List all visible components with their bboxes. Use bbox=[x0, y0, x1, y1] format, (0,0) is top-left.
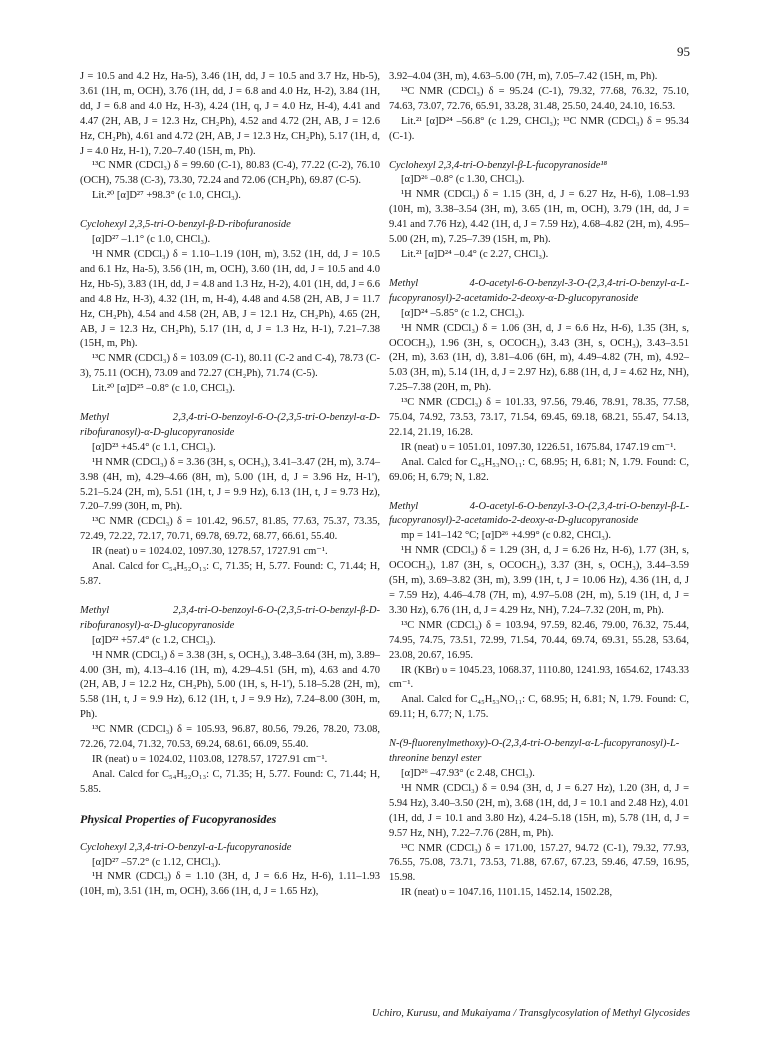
compound-heading: N-(9-fluorenylmethoxy)-O-(2,3,4-tri-O-benzyl-α-L-fucopyranosyl)-L-threonine benzyl ester bbox=[389, 738, 680, 765]
paragraph: Lit.²⁰ [α]D²⁵ –0.8° (c 1.0, CHCl₃). bbox=[92, 383, 236, 395]
left-column bbox=[80, 70, 380, 900]
paragraph: ¹³C NMR (CDCl₃) δ = 105.93, 96.87, 80.56, 79.26, 78.20, 73.08, 72.26, 72.04, 71.32, 70.53, 69.24, 68.61, 66.09, 55.40. bbox=[80, 724, 380, 751]
paragraph: IR (KBr) υ = 1045.23, 1068.37, 1110.80, 1241.93, 1654.62, 1743.33 cm⁻¹. bbox=[389, 664, 689, 691]
right-column bbox=[389, 70, 689, 901]
paragraph: ¹H NMR (CDCl₃) δ = 1.10 (3H, d, J = 6.6 Hz, H-6), 1.11–1.93 (10H, m), 3.51 (1H, m, OCH), 3.66 (1H, d, J = 1.65 Hz), bbox=[80, 871, 380, 898]
paragraph: ¹H NMR (CDCl₃) δ = 3.36 (3H, s, OCH₃), 3.41–3.47 (2H, m), 3.74–3.98 (4H, m), 4.29–4.66 (8H, m), 5.00 (1H, d, J = 3.96 Hz, H-1'), 5.21–5.24 (2H, m), 5.51 (1H, t, J = 9.9 Hz), 6.13 (1H, t, J = 9.73 Hz), 7.20–7.99 (30H, m, Ph). bbox=[80, 456, 380, 513]
paragraph: ¹³C NMR (CDCl₃) δ = 95.24 (C-1), 79.32, 77.68, 76.32, 75.10, 74.63, 73.07, 72.76, 65.91, 33.28, 31.48, 25.50, 24.40, 24.10, 16.53. bbox=[389, 85, 689, 112]
paragraph: IR (neat) υ = 1024.02, 1097.30, 1278.57, 1727.91 cm⁻¹. bbox=[92, 546, 328, 558]
paragraph: [α]D²⁷ –57.2° (c 1.12, CHCl₃). bbox=[92, 856, 221, 868]
paragraph: ¹H NMR (CDCl₃) δ = 1.10–1.19 (10H, m), 3.52 (1H, dd, J = 10.5 and 6.1 Hz, Ha-5), 3.56 (1H, m, OCH), 3.60 (1H, dd, J = 10.5 and 4.0 Hz, Hb-5), 3.83 (1H, dd, J = 4.8 and 1.3 Hz, H-2), 4.01 (1H, dd, J = 6.6 and 4.8 Hz, H-3), 4.32 (1H, m, H-4), 4.48 and 4.58 (2H, AB, J = 11.7 Hz, CH₂Ph), 4.54 and 4.58 (2H, AB, J = 12.1 Hz, CH₂Ph), 4.65 (2H, AB, J = 12.3 Hz, CH₂Ph), 5.17 (1H, d, J = 1.3 Hz, H-1), 7.21–7.38 (15H, m, Ph). bbox=[80, 248, 380, 350]
paragraph: Anal. Calcd for C₅₄H₅₂O₁₃: C, 71.35; H, 5.77. Found: C, 71.44; H, 5.87. bbox=[80, 561, 380, 587]
paragraph: IR (neat) υ = 1024.02, 1103.08, 1278.57, 1727.91 cm⁻¹. bbox=[92, 753, 328, 765]
paragraph: [α]D²⁶ –47.93° (c 2.48, CHCl₃). bbox=[401, 767, 535, 779]
paragraph: Lit.²¹ [α]D²⁴ –56.8° (c 1.29, CHCl₃); ¹³C NMR (CDCl₃) δ = 95.34 (C-1). bbox=[389, 115, 689, 142]
running-footer: Uchiro, Kurusu, and Mukaiyama / Transglycosylation of Methyl Glycosides bbox=[371, 1008, 690, 1019]
compound-heading: Methyl 4-O-acetyl-6-O-benzyl-3-O-(2,3,4-tri-O-benzyl-β-L-fucopyranosyl)-2-acetamido-2-deoxy-α-D-glucopyranoside bbox=[389, 500, 689, 527]
paragraph: ¹³C NMR (CDCl₃) δ = 171.00, 157.27, 94.72 (C-1), 79.32, 77.93, 76.55, 75.08, 73.71, 73.53, 71.88, 67.67, 67.23, 59.46, 47.59, 16.95, 15.98. bbox=[389, 842, 689, 884]
compound-heading: Methyl 4-O-acetyl-6-O-benzyl-3-O-(2,3,4-tri-O-benzyl-α-L-fucopyranosyl)-2-acetamido-2-deoxy-α-D-glucopyranoside bbox=[389, 277, 689, 304]
paragraph: Anal. Calcd for C₄₅H₅₃NO₁₁: C, 68.95; H, 6.81; N, 1.79. Found: C, 69.11; H, 6.77; N, 1.75. bbox=[389, 694, 689, 721]
compound-heading: Methyl 2,3,4-tri-O-benzoyl-6-O-(2,3,5-tri-O-benzyl-α-D-ribofuranosyl)-α-D-glucopyranoside bbox=[80, 412, 380, 438]
paragraph: ¹³C NMR (CDCl₃) δ = 99.60 (C-1), 80.83 (C-4), 77.22 (C-2), 76.10 (OCH), 75.38 (C-3), 73.30, 72.24 and 72.06 (CH₂Ph), 69.87 (C-5). bbox=[80, 160, 380, 187]
paragraph: ¹³C NMR (CDCl₃) δ = 103.09 (C-1), 80.11 (C-2 and C-4), 78.73 (C-3), 75.11 (OCH), 73.09 and 72.27 (CH₂Ph), 71.74 (C-5). bbox=[80, 353, 380, 380]
paragraph: ¹³C NMR (CDCl₃) δ = 101.42, 96.57, 81.85, 77.63, 75.37, 73.35, 72.49, 72.22, 72.17, 70.71, 69.78, 69.72, 68.77, 66.61, 55.40. bbox=[80, 516, 380, 543]
section-heading: Physical Properties of Fucopyranosides bbox=[80, 811, 277, 826]
paragraph: IR (neat) υ = 1047.16, 1101.15, 1452.14, 1502.28, bbox=[401, 887, 613, 899]
compound-heading: Methyl 2,3,4-tri-O-benzoyl-6-O-(2,3,5-tri-O-benzyl-β-D-ribofuranosyl)-α-D-glucopyranoside bbox=[80, 604, 380, 631]
paragraph: mp = 141–142 °C; [α]D²⁶ +4.99° (c 0.82, CHCl₃). bbox=[401, 530, 612, 542]
paragraph: [α]D²³ +45.4° (c 1.1, CHCl₃). bbox=[92, 441, 216, 453]
paragraph: ¹H NMR (CDCl₃) δ = 3.38 (3H, s, OCH₃), 3.48–3.64 (3H, m), 3.89–4.00 (3H, m), 4.13–4.16 (1H, m), 4.29–4.51 (5H, m), 4.63 and 4.70 (2H, AB, J = 12.2 Hz, CH₂Ph), 5.00 (1H, s, H-1'), 5.18–5.28 (2H, m), 5.58 (1H, t, J = 9.9 Hz), 6.12 (1H, t, J = 9.9 Hz), 7.24–8.00 (30H, m, Ph). bbox=[80, 649, 380, 721]
paragraph: Anal. Calcd for C₄₅H₅₃NO₁₁: C, 68.95; H, 6.81; N, 1.79. Found: C, 69.06; H, 6.79; N, 1.82. bbox=[389, 456, 689, 483]
paragraph: IR (neat) υ = 1051.01, 1097.30, 1226.51, 1675.84, 1747.19 cm⁻¹. bbox=[401, 441, 676, 453]
paragraph: ¹³C NMR (CDCl₃) δ = 101.33, 97.56, 79.46, 78.91, 78.35, 77.58, 75.04, 74.92, 73.53, 73.17, 71.54, 69.45, 69.18, 68.21, 55.47, 54.13, 22.14, 21.19, 16.28. bbox=[389, 397, 689, 438]
paragraph: ¹H NMR (CDCl₃) δ = 1.29 (3H, d, J = 6.26 Hz, H-6), 1.77 (3H, s, OCOCH₃), 1.87 (3H, s, OCOCH₃), 3.37 (3H, s, OCH₃), 3.44–3.59 (5H, m), 3.69–3.82 (3H, m), 3.99 (1H, t, J = 10.06 Hz), 4.36 (1H, d, J = 7.59 Hz), 4.46–4.78 (7H, m), 4.97–5.08 (2H, m), 5.19 (1H, d, J = 3.30 Hz), 6.76 (1H, d, J = 4.29 Hz, NH), 7.24–7.32 (20H, m, Ph). bbox=[389, 545, 689, 616]
paragraph: ¹H NMR (CDCl₃) δ = 0.94 (3H, d, J = 6.27 Hz), 1.20 (3H, d, J = 5.94 Hz), 3.40–3.50 (2H, m), 3.68 (1H, dd, J = 10.1 and 2.48 Hz), 4.01 (1H, dd, J = 10.1 and 3.80 Hz), 4.24–5.18 (15H, m), 5.78 (1H, d, J = 9.57 Hz, NH), 7.22–7.76 (28H, m, Ph). bbox=[389, 782, 689, 839]
paragraph: [α]D²² +57.4° (c 1.2, CHCl₃). bbox=[92, 634, 216, 646]
paragraph: [α]D²⁷ –1.1° (c 1.0, CHCl₃). bbox=[92, 234, 211, 246]
compound-heading: Cyclohexyl 2,3,4-tri-O-benzyl-a-L-fucopyranoside bbox=[80, 841, 292, 853]
paragraph: Lit.²⁰ [α]D²⁷ +98.3° (c 1.0, CHCl₃). bbox=[92, 190, 241, 202]
paragraph: Lit.²¹ [α]D²⁴ –0.4° (c 2.27, CHCl₃). bbox=[401, 248, 549, 260]
paragraph: ¹³C NMR (CDCl₃) δ = 103.94, 97.59, 82.46, 79.00, 76.32, 75.44, 74.95, 74.75, 73.51, 72.99, 71.54, 70.44, 69.74, 69.31, 55.28, 53.64, 23.08, 20.67, 16.95. bbox=[389, 619, 689, 661]
paragraph: [α]D²⁴ –5.85° (c 1.2, CHCl₃). bbox=[401, 307, 525, 319]
paragraph: 3.92–4.04 (3H, m), 4.63–5.00 (7H, m), 7.05–7.42 (15H, m, Ph). bbox=[389, 71, 658, 82]
paragraph: J = 10.5 and 4.2 Hz, Ha-5), 3.46 (1H, dd, J = 10.5 and 3.7 Hz, Hb-5), 3.61 (1H, m, OCH), 3.76 (1H, dd, J = 6.8 and 4.0 Hz, H-2), 3.84 (1H, dd, J = 6.8 and 4.0 Hz, H-3), 4.24 (1H, q, J = 4.0 Hz, H-4), 4.41 and 4.47 (2H, AB, J = 12.3 Hz, CH₂Ph), 4.52 and 4.72 (2H, AB, J = 12.6 Hz, CH₂Ph), 4.61 and 4.72 (2H, AB, J = 12.3 Hz, CH₂Ph), 5.17 (1H, d, J = 4.0 Hz, H-1), 7.20–7.40 (15H, m, Ph). bbox=[80, 71, 380, 157]
paragraph: Anal. Calcd for C₅₄H₅₂O₁₃: C, 71.35; H, 5.77. Found: C, 71.44; H, 5.85. bbox=[80, 768, 380, 795]
paragraph: ¹H NMR (CDCl₃) δ = 1.06 (3H, d, J = 6.6 Hz, H-6), 1.35 (3H, s, OCOCH₃), 1.96 (3H, s, OCOCH₃), 3.43 (3H, s, OCH₃), 3.43–3.51 (2H, m), 3.63 (1H, d), 3.81–4.06 (6H, m), 4.49–4.82 (7H, m), 4.92–5.03 (3H, m), 5.14 (1H, d, J = 2.97 Hz), 6.88 (1H, d, J = 4.62 Hz, NH), 7.25–7.38 (20H, m, Ph). bbox=[389, 322, 689, 394]
paragraph: ¹H NMR (CDCl₃) δ = 1.15 (3H, d, J = 6.27 Hz, H-6), 1.08–1.93 (10H, m), 3.38–3.54 (3H, m), 3.65 (1H, m, OCH), 3.79 (1H, dd, J = 9.41 and 7.76 Hz), 4.42 (1H, d, J = 7.59 Hz), 4.68–4.82 (2H, m), 4.95–5.00 (2H, m), 7.25–7.39 (15H, m, Ph). bbox=[389, 189, 689, 246]
compound-heading: Cyclohexyl 2,3,5-tri-O-benzyl-β-D-ribofuranoside bbox=[80, 219, 291, 231]
compound-heading: Cyclohexyl 2,3,4-tri-O-benzyl-β-L-fucopyranoside¹⁸ bbox=[389, 159, 608, 171]
paragraph: [α]D²⁶ –0.8° (c 1.30, CHCl₃). bbox=[401, 174, 525, 186]
page-number: 95 bbox=[677, 44, 690, 59]
